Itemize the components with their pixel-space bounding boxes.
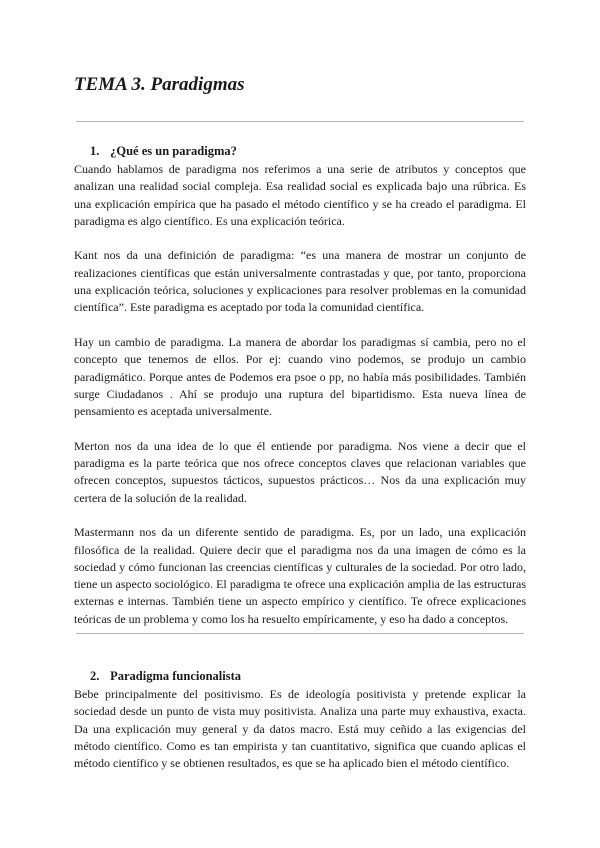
section-number: 2. [90,669,100,683]
horizontal-rule [76,633,524,634]
section-what-is-paradigm [74,144,526,645]
paragraph: Hay un cambio de paradigma. La manera de abordar los paradigmas sí cambia, pero no el concepto que tenemos de ellos. Por ej: cuando vino podemos, se produjo un cambio paradigmático. Porque antes de Podemos era psoe o pp, no había más posibilidades. También surge Ciudadanos . Ahí se produjo una ruptura del bipartidismo. Esta nueva línea de pensamiento es aceptada universalmente. [74,334,526,419]
horizontal-rule [76,121,524,122]
paragraph: Kant nos da una definición de paradigma: “es una manera de mostrar un conjunto de realizaciones científicas que están universalmente contrastadas y que, por tanto, proporciona una explicación teórica, soluciones y explicaciones para resolver problemas en la comunidad científica”. Este paradigma es aceptado por toda la comunidad científica. [74,248,526,315]
paragraph: Cuando hablamos de paradigma nos referimos a una serie de atributos y conceptos que analizan una realidad social compleja. Esa realidad social es explicada bajo una rúbrica. Es una explicación empírica que ha pasado el método científico y se ha creado el paradigma. El paradigma es algo científico. Es una explicación teórica. [74,162,526,228]
paragraph: Merton nos da una idea de lo que él entiende por paradigma. Nos viene a decir que el paradigma es la parte teórica que nos ofrece conceptos claves que relacionan variables que ofrecen conceptos, supuestos tácticos, supuestos prácticos… Nos da una explicación muy certera de la solución de la realidad. [74,438,526,505]
paragraph: Bebe principalmente del positivismo. Es de ideología positivista y pretende explicar la sociedad desde un punto de vista muy positivista. Analiza una parte muy exhaustiva, exacta. Da una explicación muy general y da datos macro. Está muy ceñido a las exigencias del método científico. Como es tan empirista y tan cuantitativo, significa que cuando aplicas el método científico y se obtienen resultados, es que se ha aplicado bien el método científico. [74,687,526,771]
section-functionalist-paradigm [74,669,526,790]
section-number: 1. [90,144,100,158]
section-heading [74,144,526,159]
section-heading-text: Paradigma funcionalista [110,669,242,683]
section-heading-text: ¿Qué es un paradigma? [110,144,237,158]
section-heading [74,669,526,684]
paragraph: Mastermann nos da un diferente sentido de paradigma. Es, por un lado, una explicación filosófica de la realidad. Quiere decir que el paradigma nos da una imagen de cómo es la sociedad y cómo funcionan las creencias científicas y culturales de la sociedad. Por otro lado, tiene un aspecto sociológico. El paradigma te ofrece una explicación amplia de las estructuras externas e internas. También tiene un aspecto empírico y científico. Te ofrece explicaciones teóricas de un problema y como los ha resuelto empíricamente, y eso ha dado a conceptos. [74,525,526,626]
document-title: TEMA 3. Paradigmas [74,74,245,95]
